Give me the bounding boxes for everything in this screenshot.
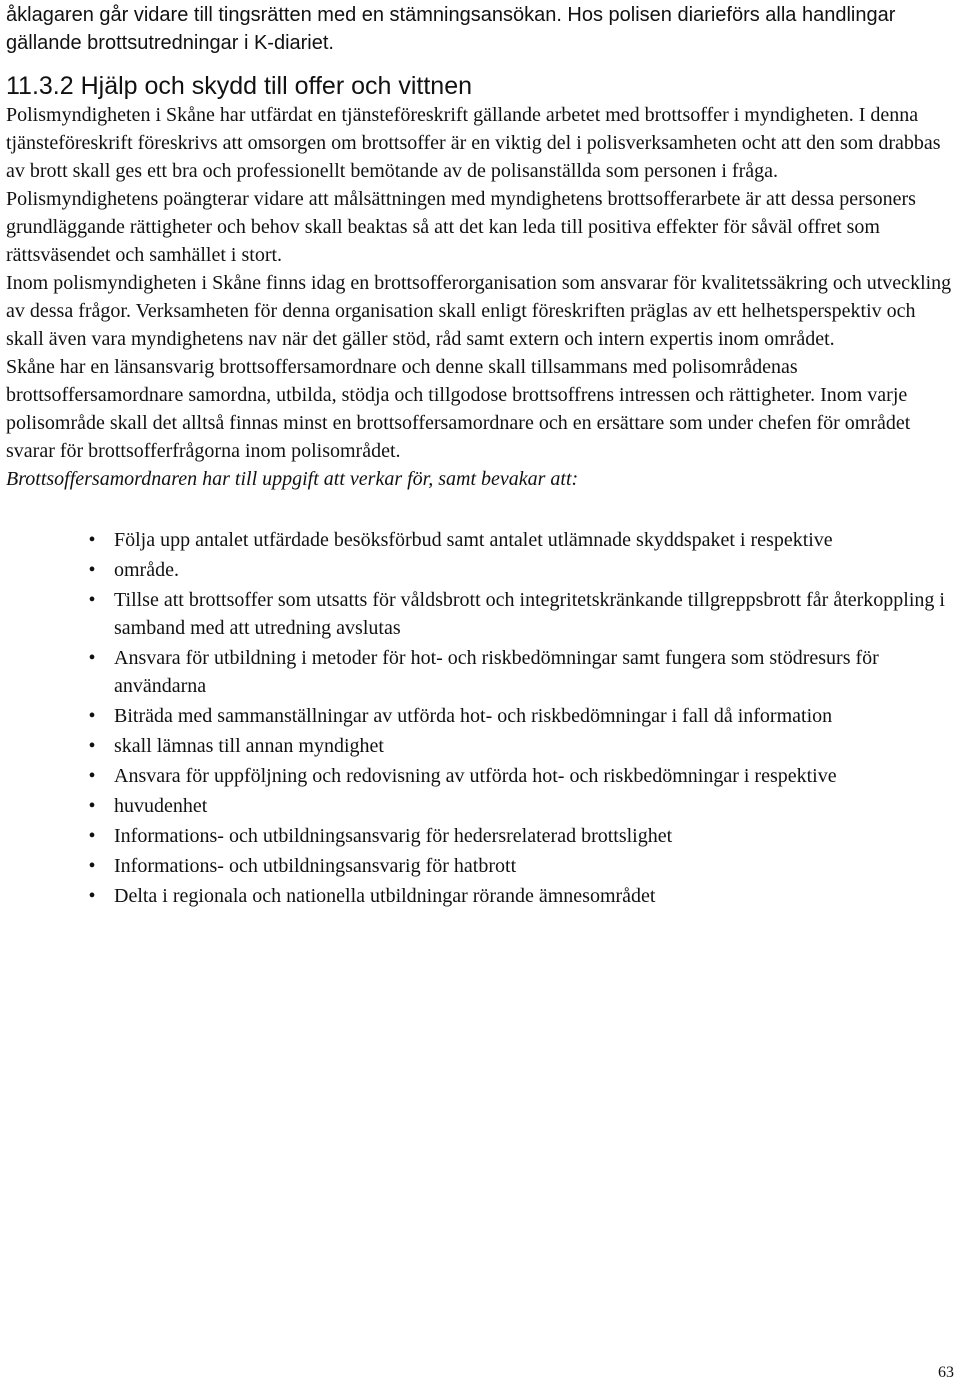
bullet-icon: • [88, 885, 96, 907]
bullet-item [6, 762, 954, 790]
bullet-icon: • [88, 589, 96, 611]
bullet-item [6, 556, 954, 584]
bullet-text: huvudenhet [114, 795, 208, 817]
paragraph-4: Skåne har en länsansvarig brottsoffersamordnare och denne skall tillsammans med polisområdenas brottsoffersamordnare samordna, utbilda, stödja och tillgodose brottsoffrens intressen och rättigheter. Inom varje polisområde skall det alltså finnas minst en brottsoffersamordnare och en ersättare som under chefen för området svarar för brottsofferfrågorna inom polisområdet. [6, 356, 911, 462]
bullet-item [6, 852, 954, 880]
bullet-icon: • [88, 765, 96, 787]
bullet-text: område. [114, 559, 179, 581]
bullet-icon: • [88, 705, 96, 727]
bullet-icon: • [88, 559, 96, 581]
bullet-item [6, 822, 954, 850]
bullet-icon: • [88, 795, 96, 817]
bullet-icon: • [88, 647, 96, 669]
page-number: 63 [938, 1364, 954, 1381]
section-heading: 11.3.2 Hjälp och skydd till offer och vittnen [6, 72, 473, 100]
bullet-text: Följa upp antalet utfärdade besöksförbud samt antalet utlämnade skyddspaket i respektive [114, 529, 833, 551]
bullet-icon: • [88, 825, 96, 847]
bullet-item [6, 526, 954, 554]
paragraph-2: Polismyndighetens poängterar vidare att målsättningen med myndighetens brottsofferarbete är att dessa personers grundläggande rättigheter och behov skall beaktas så att det kan leda till positiva effekter för såväl offret som rättsväsendet och samhället i stort. [6, 188, 916, 266]
bullet-text: Informations- och utbildningsansvarig för hedersrelaterad brottslighet [114, 825, 673, 847]
italic-lead-paragraph: Brottsoffersamordnaren har till uppgift att verkar för, samt bevakar att: [6, 468, 579, 490]
bullet-text: Delta i regionala och nationella utbildningar rörande ämnesområdet [114, 885, 656, 907]
bullet-item [6, 702, 954, 730]
bullet-item [6, 882, 954, 910]
bullet-text: Ansvara för uppföljning och redovisning av utförda hot- och riskbedömningar i respektive [114, 765, 837, 787]
paragraph-1: Polismyndigheten i Skåne har utfärdat en tjänsteföreskrift gällande arbetet med brottsoffer i myndigheten. I denna tjänsteföreskrift föreskrivs att omsorgen om brottsoffer är en viktig del i polisverksamheten ocht att den som drabbas av brott skall ges ett bra och professionellt bemötande av de polisanställda som personen i fråga. [6, 104, 941, 182]
document-page [6, 0, 954, 912]
bullet-text: Informations- och utbildningsansvarig för hatbrott [114, 855, 517, 877]
bullet-icon: • [88, 735, 96, 757]
bullet-icon: • [88, 855, 96, 877]
task-bullet-list [6, 526, 954, 910]
bullet-item [6, 586, 954, 642]
bullet-text: Tillse att brottsoffer som utsatts för våldsbrott och integritetskränkande tillgreppsbrott får återkoppling i samband med att utredning avslutas [114, 589, 945, 639]
bullet-item [6, 644, 954, 700]
paragraph-3: Inom polismyndigheten i Skåne finns idag en brottsofferorganisation som ansvarar för kvalitetssäkring och utveckling av dessa frågor. Verksamheten för denna organisation skall enligt föreskriften präglas av ett helhetsperspektiv och skall även vara myndighetens nav när det gäller stöd, råd samt extern och intern expertis inom området. [6, 272, 952, 350]
bullet-item [6, 792, 954, 820]
bullet-text: Ansvara för utbildning i metoder för hot- och riskbedömningar samt fungera som stödresurs för användarna [114, 647, 879, 697]
bullet-text: skall lämnas till annan myndighet [114, 735, 384, 757]
bullet-item [6, 732, 954, 760]
bullet-icon: • [88, 529, 96, 551]
bullet-text: Biträda med sammanställningar av utförda hot- och riskbedömningar i fall då information [114, 705, 833, 727]
intro-paragraph: åklagaren går vidare till tingsrätten med en stämningsansökan. Hos polisen diarieförs alla handlingar gällande brottsutredningar i K-diariet. [6, 4, 896, 54]
